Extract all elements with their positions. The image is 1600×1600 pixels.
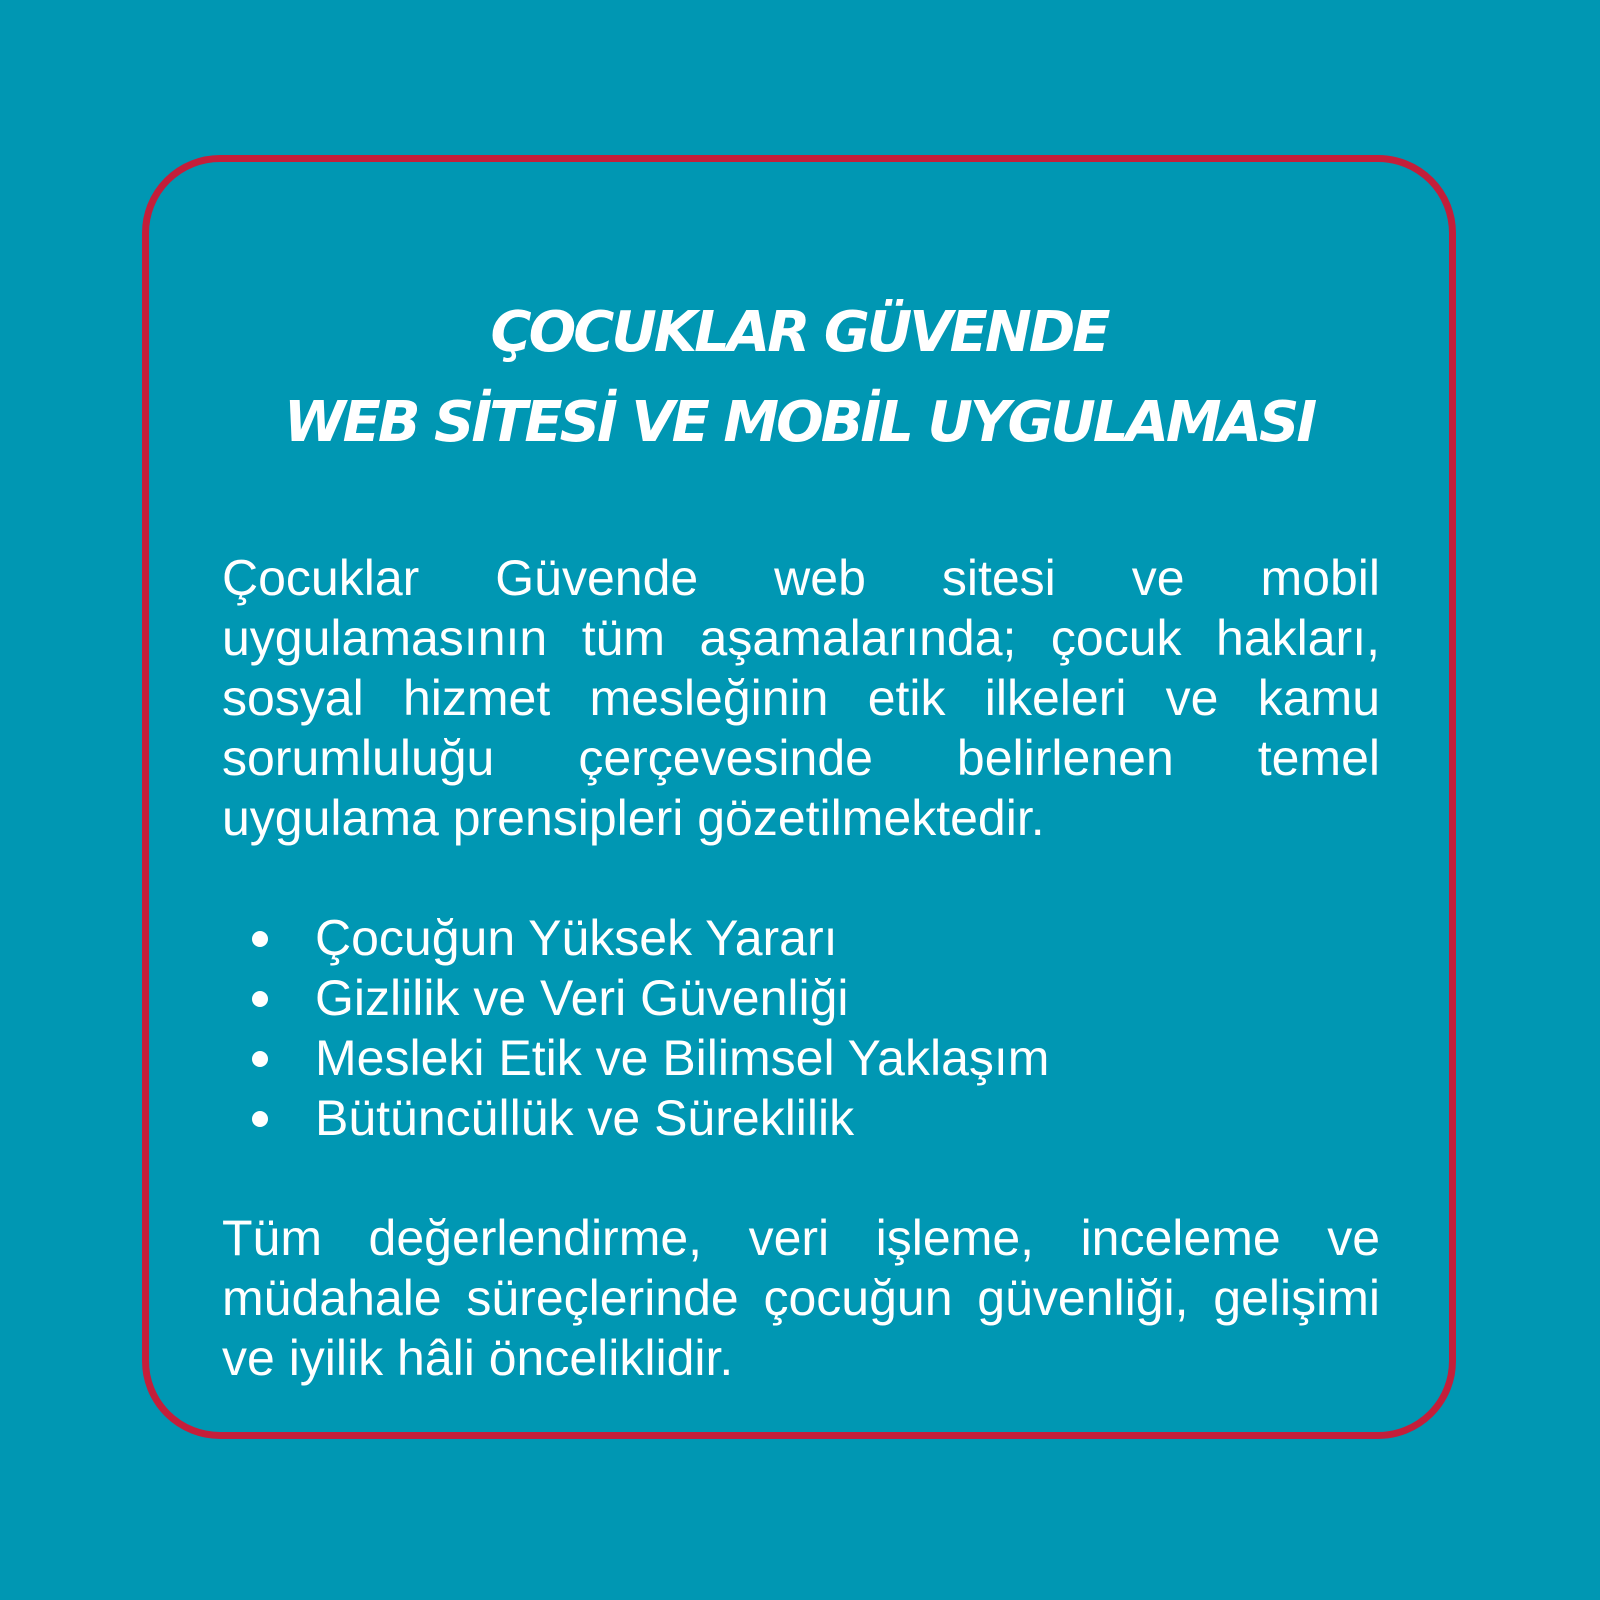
list-item (222, 908, 1380, 968)
intro-paragraph: Çocuklar Güvende web sitesi ve mobil uygulamasının tüm aşamalarında; çocuk hakları, sosyal hizmet mesleğinin etik ilkeleri ve kamu sorumluluğu çerçevesinde belirlenen temel uygulama prensipleri gözetilmektedir. (222, 550, 1380, 846)
bullet-icon (252, 991, 268, 1007)
bullet-icon (252, 1051, 268, 1067)
list-item-label: Bütüncüllük ve Süreklilik (315, 1090, 855, 1146)
content-body (222, 548, 1380, 1388)
page-title (142, 288, 1456, 468)
principles-list (222, 908, 1380, 1148)
list-item (222, 968, 1380, 1028)
list-item (222, 1028, 1380, 1088)
bullet-icon (252, 931, 268, 947)
list-item-label: Mesleki Etik ve Bilimsel Yaklaşım (315, 1030, 1050, 1086)
bullet-icon (252, 1111, 268, 1127)
list-item-label: Çocuğun Yüksek Yararı (315, 910, 838, 966)
closing-paragraph: Tüm değerlendirme, veri işleme, inceleme ve müdahale süreçlerinde çocuğun güvenliği, gelişimi ve iyilik hâli önceliklidir. (222, 1210, 1380, 1386)
list-item-label: Gizlilik ve Veri Güvenliği (315, 970, 849, 1026)
title-line-2: WEB SİTESİ VE MOBİL UYGULAMASI (283, 390, 1315, 455)
title-line-1: ÇOCUKLAR GÜVENDE (490, 300, 1108, 365)
list-item (222, 1088, 1380, 1148)
